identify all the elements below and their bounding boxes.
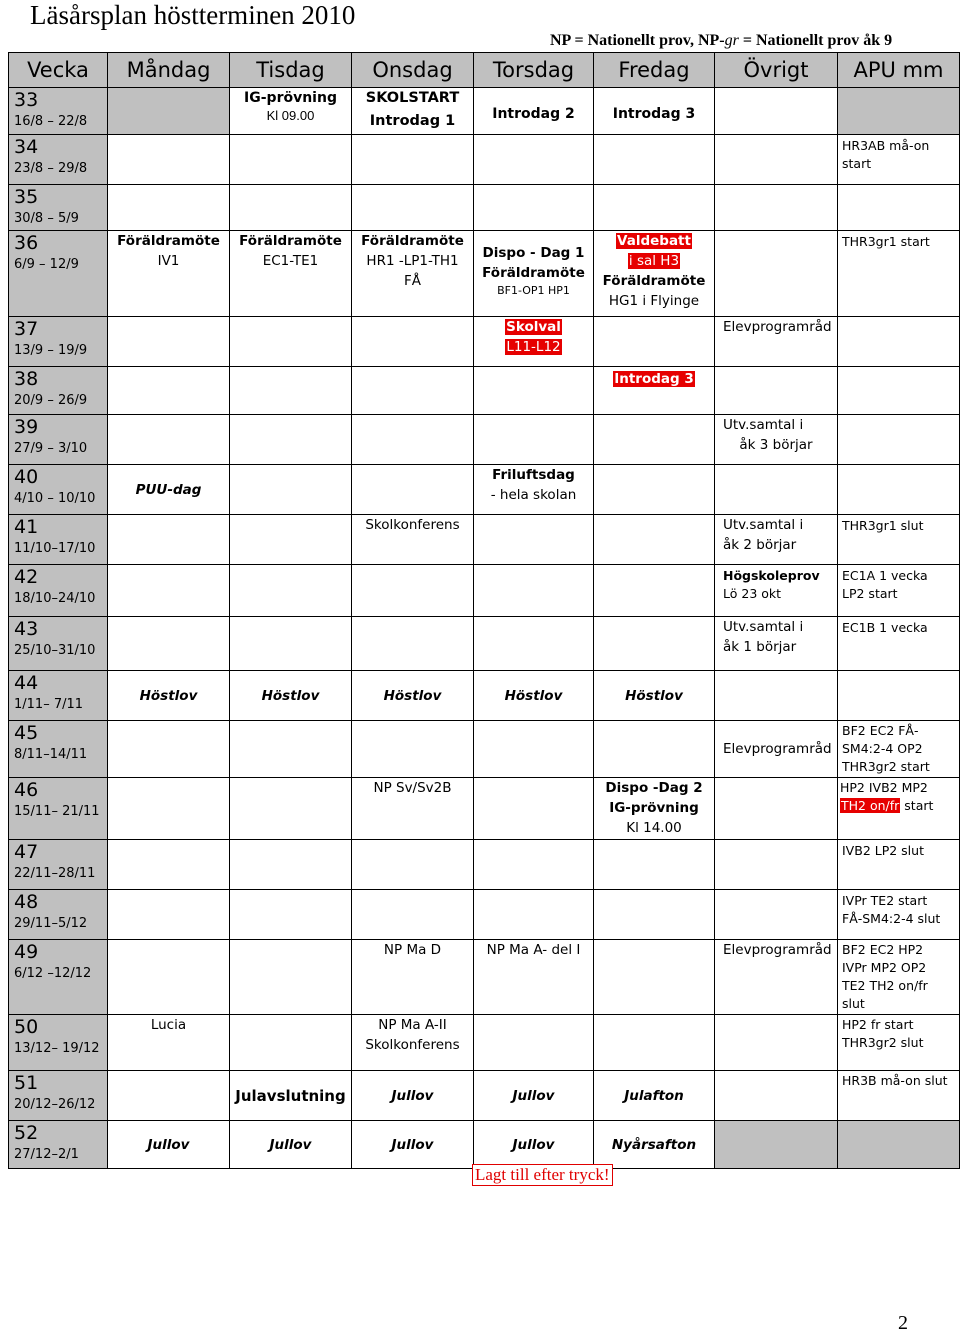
event: IVPr TE2 start FÅ-SM4:2-4 slut [842, 893, 941, 926]
event: Dispo -Dag 2 [605, 780, 703, 796]
event: Introdag 3 [612, 106, 696, 122]
event: Jullov [269, 1136, 312, 1153]
event: HR3AB må-on start [842, 138, 930, 171]
week-cell: 44 1/11– 7/11 [9, 671, 108, 721]
week-cell: 46 15/11– 21/11 [9, 778, 108, 840]
event: Föräldramöte [117, 233, 220, 249]
header-fredag: Fredag [594, 53, 715, 88]
event: NP Ma A- del I [486, 942, 581, 958]
event: THR3gr1 slut [842, 518, 924, 533]
week-row [9, 721, 960, 778]
event: NP Sv/Sv2B [373, 780, 452, 796]
event: Dispo - Dag 1 [482, 245, 585, 261]
week-cell: 34 23/8 – 29/8 [9, 135, 108, 185]
week-cell: 48 29/11–5/12 [9, 890, 108, 940]
week-cell: 35 30/8 – 5/9 [9, 185, 108, 231]
event: NP Ma A-II [378, 1017, 447, 1033]
late-addition-note: Lagt till efter tryck! [472, 1164, 613, 1186]
week-row [9, 940, 960, 1015]
week-row [9, 185, 960, 231]
event: Jullov [391, 1136, 434, 1153]
event: Höstlov [261, 687, 320, 704]
week-cell: 51 20/12–26/12 [9, 1071, 108, 1121]
week-row: 39 27/9 – 3/10 Utv.samtal i åk 3 börjar [9, 415, 960, 465]
event: Skolkonferens [365, 517, 460, 533]
event: Högskoleprov Lö 23 okt [723, 568, 820, 601]
week-row [9, 1071, 960, 1121]
week-row [9, 367, 960, 415]
week-row [9, 135, 960, 185]
event: HR3B må-on slut [842, 1073, 948, 1088]
event: Höstlov [139, 687, 198, 704]
header-apu: APU mm [838, 53, 960, 88]
event: PUU-dag [135, 481, 202, 498]
week-row: 36 6/9 – 12/9 Föräldramöte IV1 Föräldramöte EC1-TE1 Föräldramöte HR1 -LP1-TH1 FÅ Dispo - Dag 1 Föräldramöte BF1-OP1 HP1 Valdebatt i sal H3 Föräldramöte HG1 i Flyinge THR3gr1 start [9, 231, 960, 317]
subtitle: NP = Nationellt prov, NP-gr = Nationellt prov åk 9 [550, 32, 893, 49]
week-row: 40 4/10 – 10/10 PUU-dag Friluftsdag - hela skolan [9, 465, 960, 515]
schedule-table [8, 52, 960, 1169]
event: Utv.samtal i åk 2 börjar [723, 517, 804, 553]
week-cell: 49 6/12 –12/12 [9, 940, 108, 1015]
header-ovrigt: Övrigt [715, 53, 838, 88]
event: HP2 fr start THR3gr2 slut [842, 1017, 924, 1050]
week-row: 46 15/11– 21/11 NP Sv/Sv2B Dispo -Dag 2 IG-prövning Kl 14.00 HP2 IVB2 MP2 TH2 on/fr start [9, 778, 960, 840]
week-cell: 37 13/9 – 19/9 [9, 317, 108, 367]
event: Utv.samtal i åk 1 börjar [723, 619, 804, 655]
week-row [9, 617, 960, 671]
event: BF2 EC2 FÅ- SM4:2-4 OP2 THR3gr2 start [842, 723, 930, 774]
event: Friluftsdag [492, 467, 575, 483]
event: Introdag 2 [492, 106, 575, 122]
week-cell: 36 6/9 – 12/9 [9, 231, 108, 317]
week-cell: 42 18/10–24/10 [9, 565, 108, 617]
event: Nyårsafton [611, 1136, 697, 1153]
event: Höstlov [504, 687, 563, 704]
event: Julafton [624, 1087, 684, 1104]
event: Elevprogramråd [723, 319, 832, 335]
week-cell: 52 27/12–2/1 [9, 1121, 108, 1169]
week-cell: 43 25/10–31/10 [9, 617, 108, 671]
week-row [9, 565, 960, 617]
page-title: Läsårsplan höstterminen 2010 [30, 0, 356, 30]
event: Föräldramöte [361, 233, 464, 249]
week-row [9, 840, 960, 890]
event: SKOLSTART [365, 90, 460, 106]
week-row [9, 515, 960, 565]
week-cell: 47 22/11–28/11 [9, 840, 108, 890]
week-row: 37 13/9 – 19/9 Skolval L11-L12 Elevprogramråd [9, 317, 960, 367]
week-row [9, 1121, 960, 1169]
event: Jullov [512, 1136, 555, 1153]
event: THR3gr1 start [842, 234, 930, 249]
header-torsdag: Torsdag [474, 53, 594, 88]
event: HP2 IVB2 MP2 TH2 on/fr start [840, 780, 934, 813]
event-highlight: Valdebatt [617, 233, 691, 249]
event: Introdag 1 [369, 113, 456, 129]
week-row [9, 88, 960, 135]
event: Elevprogramråd [723, 741, 832, 757]
event: IG-prövning [244, 90, 337, 106]
week-cell: 39 27/9 – 3/10 [9, 415, 108, 465]
event-highlight: Introdag 3 [614, 371, 694, 387]
event: Föräldramöte [239, 233, 342, 249]
header-mandag: Måndag [108, 53, 230, 88]
event-highlight: Skolval [506, 319, 561, 335]
header-vecka: Vecka [9, 53, 108, 88]
week-cell: 38 20/9 – 26/9 [9, 367, 108, 415]
event: IVB2 LP2 slut [842, 843, 924, 858]
week-cell: 41 11/10–17/10 [9, 515, 108, 565]
header-tisdag: Tisdag [230, 53, 352, 88]
header-row [9, 53, 960, 88]
week-row [9, 890, 960, 940]
event: Höstlov [383, 687, 442, 704]
event: Jullov [512, 1087, 555, 1104]
event: EC1A 1 vecka LP2 start [842, 568, 928, 601]
event: Kl 09.00 [266, 108, 315, 123]
event: Jullov [391, 1087, 434, 1104]
event: Lucia [150, 1017, 187, 1033]
week-row [9, 671, 960, 721]
week-row: 50 13/12– 19/12 Lucia NP Ma A-II Skolkonferens HP2 fr start THR3gr2 slut [9, 1015, 960, 1071]
event: Jullov [147, 1136, 190, 1153]
week-cell: 50 13/12– 19/12 [9, 1015, 108, 1071]
week-cell: 40 4/10 – 10/10 [9, 465, 108, 515]
week-cell: 33 16/8 – 22/8 [9, 88, 108, 135]
event: Julavslutning [235, 1086, 346, 1105]
event: BF2 EC2 HP2 IVPr MP2 OP2 TE2 TH2 on/fr slut [842, 942, 928, 1011]
week-cell: 45 8/11–14/11 [9, 721, 108, 778]
event: Elevprogramråd [723, 942, 832, 958]
event: Utv.samtal i [723, 417, 804, 433]
page-number: 2 [898, 1312, 908, 1334]
event: NP Ma D [383, 942, 442, 958]
event: Höstlov [625, 687, 683, 704]
header-onsdag: Onsdag [352, 53, 474, 88]
event: EC1B 1 vecka [842, 620, 928, 635]
